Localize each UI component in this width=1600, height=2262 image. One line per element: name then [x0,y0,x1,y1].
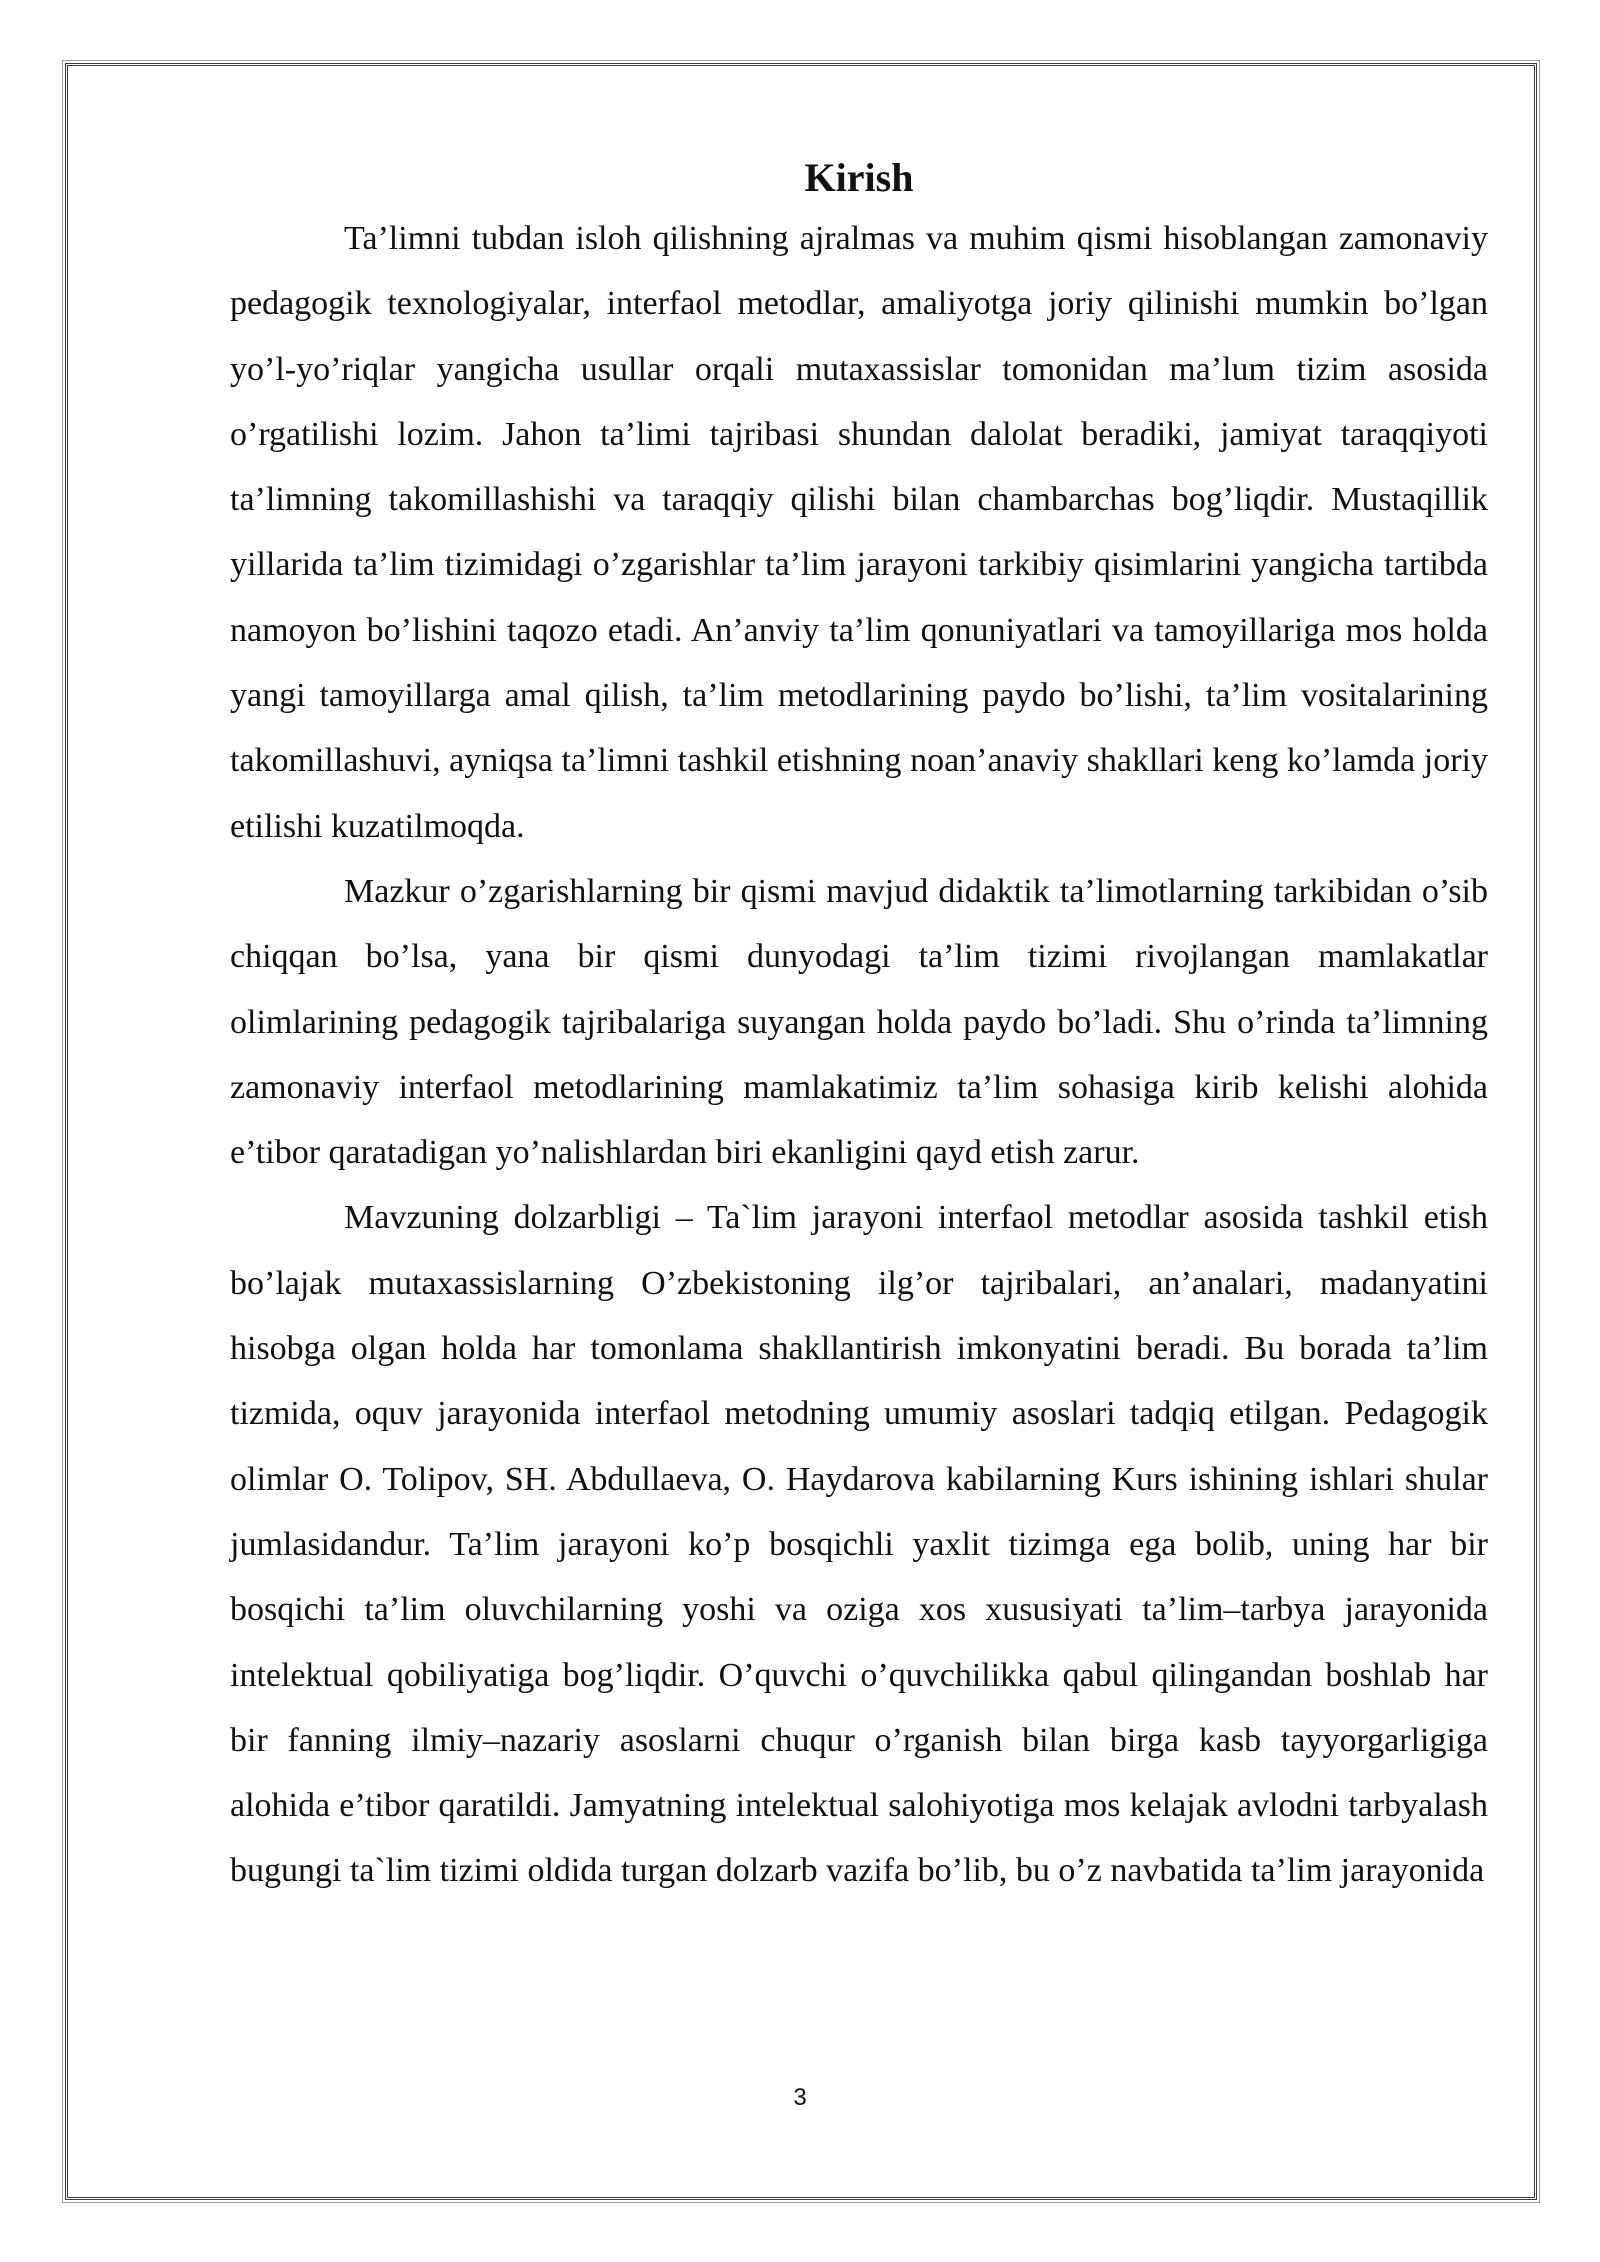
paragraph-changes: Mazkur o’zgarishlarning bir qismi mavjud didaktik ta’limotlarning tarkibidan o’sib chiqqan bo’lsa, yana bir qismi dunyodagi ta’lim tizimi rivojlangan mamlakatlar olimlarining pedagogik tajribalariga suyangan holda paydo bo’ladi. Shu o’rinda ta’limning zamonaviy interfaol metodlarining mamlakatimiz ta’lim sohasiga kirib kelishi alohida e’tibor qaratadigan yo’nalishlardan biri ekanligini qayd etish zarur. [230,872,1488,1172]
document-body [230,150,1488,1904]
page-number: 3 [793,2084,807,2111]
paragraph-relevance: Mavzuning dolzarbligi – Ta`lim jarayoni interfaol metodlar asosida tashkil etish bo’lajak mutaxassislarning O’zbekistoning ilg’or tajribalari, an’analari, madanyatini hisobga olgan holda har tomonlama shakllantirish imkonyatini beradi. Bu borada ta’lim tizmida, oquv jarayonida interfaol metodning umumiy asoslari tadqiq etilgan. Pedagogik olimlar O. Tolipov, SH. Abdullaeva, O. Haydarova kabilarning Kurs ishining ishlari shular jumlasidandur. Ta’lim jarayoni ko’p bosqichli yaxlit tizimga ega bolib, uning har bir bosqichi ta’lim oluvchilarning yoshi va oziga xos xususiyati ta’lim–tarbya jarayonida intelektual qobiliyatiga bog’liqdir. O’quvchi o’quvchilikka qabul qilingandan boshlab har bir fanning ilmiy–nazariy asoslarni chuqur o’rganish bilan birga kasb tayyorgarligiga alohida e’tibor qaratildi. Jamyatning intelektual salohiyotiga mos kelajak avlodni tarbyalash bugungi ta`lim tizimi oldida turgan dolzarb vazifa bo’lib, bu o’z navbatida ta’lim jarayonida [230,1199,1488,1890]
document-title: Kirish [804,155,914,200]
paragraph-intro: Ta’limni tubdan isloh qilishning ajralmas va muhim qismi hisoblangan zamonaviy pedagogik texnologiyalar, interfaol metodlar, amaliyotga joriy qilinishi mumkin bo’lgan yo’l-yo’riqlar yangicha usullar orqali mutaxassislar tomonidan ma’lum tizim asosida o’rgatilishi lozim. Jahon ta’limi tajribasi shundan dalolat beradiki, jamiyat taraqqiyoti ta’limning takomillashishi va taraqqiy qilishi bilan chambarchas bog’liqdir. Mustaqillik yillarida ta’lim tizimidagi o’zgarishlar ta’lim jarayoni tarkibiy qisimlarini yangicha tartibda namoyon bo’lishini taqozo etadi. An’anviy ta’lim qonuniyatlari va tamoyillariga mos holda yangi tamoyillarga amal qilish, ta’lim metodlarining paydo bo’lishi, ta’lim vositalarining takomillashuvi, ayniqsa ta’limni tashkil etishning noan’anaviy shakllari keng ko’lamda joriy etilishi kuzatilmoqda. [230,220,1488,845]
